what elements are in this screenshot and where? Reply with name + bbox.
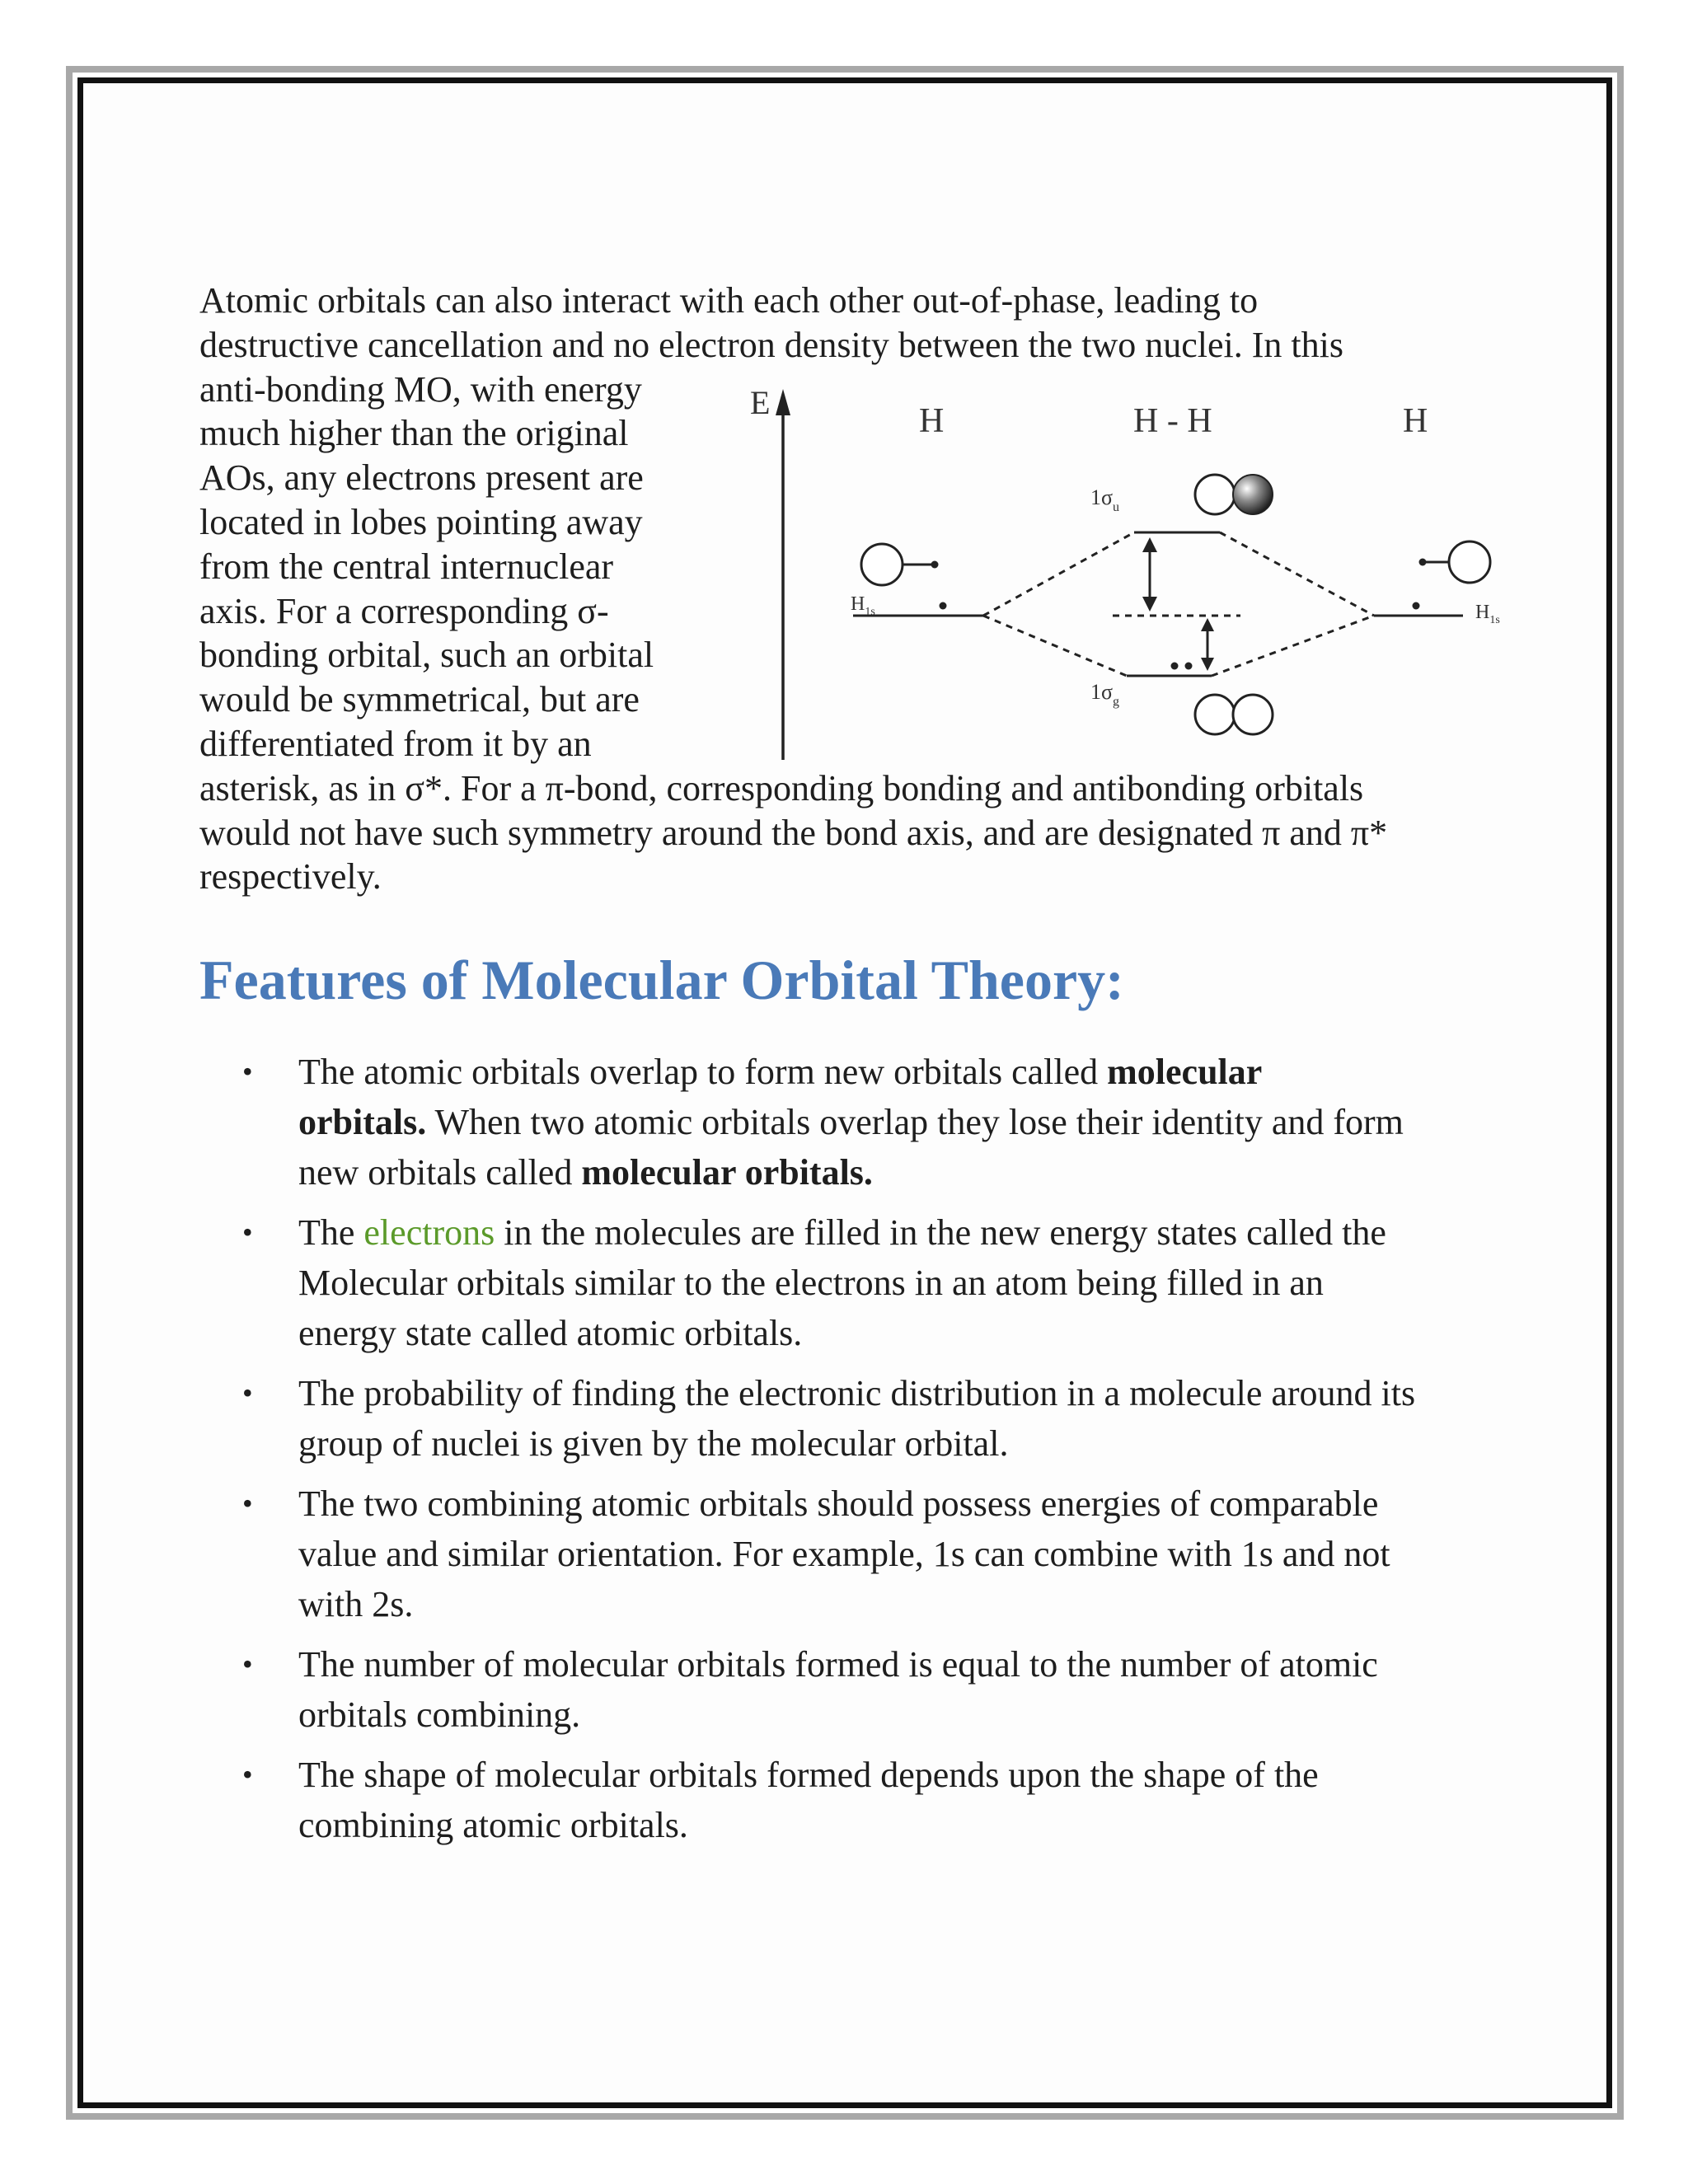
electrons-link[interactable]: electrons <box>363 1212 495 1253</box>
right-s-orbital-icon <box>1449 541 1490 583</box>
mo-energy-diagram <box>725 381 1533 768</box>
features-list <box>199 1047 1518 1860</box>
intro-line: axis. For a corresponding σ- <box>199 590 609 631</box>
right-ao-electron <box>1413 602 1420 610</box>
list-item: • The probability of finding the electronic distribution in a molecule around its group of nuclei is given by the molecular orbital. <box>199 1368 1518 1469</box>
antibonding-orbital-lobe-shaded <box>1233 475 1273 514</box>
energy-gap-arrows <box>1150 546 1207 663</box>
intro-line: would be symmetrical, but are <box>199 679 640 720</box>
intro-line: anti-bonding MO, with energy <box>199 368 642 410</box>
energy-axis-arrowhead <box>776 389 790 415</box>
bonding-orbital-lobe <box>1195 695 1235 734</box>
right-ao-label: $H_{1s}$ <box>1475 602 1500 626</box>
right-orbital-dot <box>1419 559 1427 566</box>
intro-line: asterisk, as in σ*. For a π-bond, corresponding bonding and antibonding orbitals <box>199 767 1364 808</box>
list-item: • The shape of molecular orbitals formed depends upon the shape of the combining atomic orbitals. <box>199 1750 1518 1850</box>
list-item: • The number of molecular orbitals formed is equal to the number of atomic orbitals combining. <box>199 1639 1518 1740</box>
section-heading: Features of Molecular Orbital Theory: <box>199 949 1124 1011</box>
intro-line: AOs, any electrons present are <box>199 457 644 499</box>
down-arrowhead <box>1201 658 1214 671</box>
left-s-orbital-icon <box>861 544 903 585</box>
intro-line: from the central internuclear <box>199 546 614 587</box>
intro-line: destructive cancellation and no electron density between the two nuclei. In this <box>199 324 1343 365</box>
antibonding-mo-label: $1\sigma_u$ <box>1090 485 1120 514</box>
down-arrowhead <box>1142 597 1157 612</box>
energy-axis-label: E <box>750 384 771 421</box>
intro-line: much higher than the original <box>199 413 629 454</box>
list-item: • The electrons in the molecules are filled in the new energy states called the Molecular orbitals similar to the electrons in an atom being filled in an energy state called atomic orbitals. <box>199 1207 1518 1358</box>
list-item: • The two combining atomic orbitals should possess energies of comparable value and similar orientation. For example, 1s can combine with 1s and not with 2s. <box>199 1479 1518 1629</box>
left-atom-header: H <box>919 402 945 440</box>
intro-line: Atomic orbitals can also interact with each other out-of-phase, leading to <box>199 280 1259 321</box>
list-item: • The atomic orbitals overlap to form new orbitals called molecular orbitals. When two atomic orbitals overlap they lose their identity and form new orbitals called molecular orbitals. <box>199 1047 1518 1197</box>
correlation-lines <box>983 532 1374 676</box>
left-ao-label: $H_{1s}$ <box>851 593 875 618</box>
bonding-electron <box>1171 663 1179 670</box>
intro-line: respectively. <box>199 856 382 898</box>
bonding-mo-label: $1\sigma_g$ <box>1090 680 1120 709</box>
intro-line: located in lobes pointing away <box>199 501 643 542</box>
left-ao-electron <box>940 602 947 610</box>
bonding-electron <box>1185 663 1193 670</box>
molecule-header: H - H <box>1133 402 1212 440</box>
antibonding-orbital-lobe-open <box>1195 475 1235 514</box>
intro-line: bonding orbital, such an orbital <box>199 635 654 676</box>
bonding-orbital-lobe <box>1233 695 1273 734</box>
up-arrowhead <box>1142 537 1157 552</box>
intro-line: differentiated from it by an <box>199 723 592 764</box>
right-atom-header: H <box>1403 402 1428 440</box>
left-orbital-dot <box>931 561 939 569</box>
up-arrowhead <box>1201 618 1214 631</box>
intro-line: would not have such symmetry around the bond axis, and are designated π and π* <box>199 812 1388 853</box>
